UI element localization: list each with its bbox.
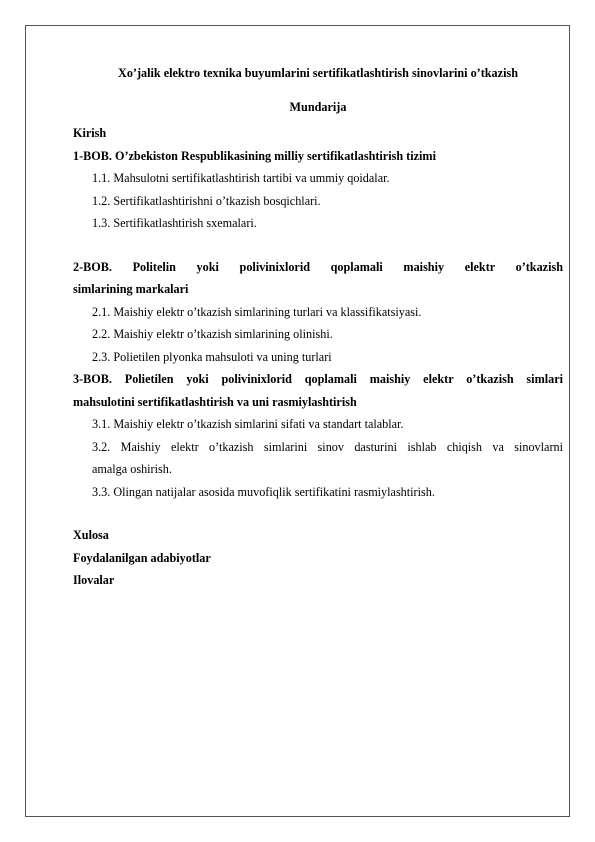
toc-item-2-3: 2.3. Polietilen plyonka mahsuloti va uning turlari xyxy=(92,349,332,364)
toc-item-2-2: 2.2. Maishiy elektr o’tkazish simlarining olinishi. xyxy=(92,327,333,341)
toc-item-3-1: 3.1. Maishiy elektr o’tkazish simlarini sifati va standart talablar. xyxy=(92,417,404,431)
spacer xyxy=(73,503,563,524)
toc-item-1-3: 1.3. Sertifikatlashtirish sxemalari. xyxy=(92,216,257,230)
toc-item-1-2: 1.2. Sertifikatlashtirishni o’tkazish bosqichlari. xyxy=(92,193,321,208)
toc-item-2-1: 2.1. Maishiy elektr o’tkazish simlarining turlari va klassifikatsiyasi. xyxy=(92,304,422,319)
toc-references: Foydalanilgan adabiyotlar xyxy=(73,550,211,565)
toc-conclusion: Xulosa xyxy=(73,528,109,542)
toc-appendix: Ilovalar xyxy=(73,573,115,587)
toc-chapter1-title: 1-BOB. O’zbekiston Respublikasining milliy sertifikatlashtirish tizimi xyxy=(73,148,436,163)
toc-heading: Mundarija xyxy=(289,99,347,114)
spacer xyxy=(73,235,563,256)
toc-chapter3-title-line2: mahsulotini sertifikatlashtirish va uni rasmiylashtirish xyxy=(73,394,357,409)
toc-chapter2-title-line2: simlarining markalari xyxy=(73,282,189,296)
document-body xyxy=(73,62,563,592)
toc-intro: Kirish xyxy=(73,126,107,140)
toc-item-3-3: 3.3. Olingan natijalar asosida muvofiqlik sertifikatini rasmiylashtirish. xyxy=(92,484,435,499)
toc-item-3-2-line1: 3.2. Maishiy elektr o’tkazish simlarini sinov dasturini ishlab chiqish va sinovlarni xyxy=(92,439,563,454)
toc-chapter3-title-line1: 3-BOB. Polietilen yoki polivinixlorid qoplamali maishiy elektr o’tkazish simlari xyxy=(73,372,563,386)
toc-item-1-1: 1.1. Mahsulotni sertifikatlashtirish tartibi va ummiy qoidalar. xyxy=(92,171,390,185)
toc-chapter2-title-line1: 2-BOB. Politelin yoki polivinixlorid qoplamali maishiy elektr o’tkazish xyxy=(73,259,563,274)
document-title: Xo’jalik elektro texnika buyumlarini sertifikatlashtirish sinovlarini o’tkazish xyxy=(118,66,518,80)
toc-item-3-2-line2: amalga oshirish. xyxy=(92,462,172,476)
